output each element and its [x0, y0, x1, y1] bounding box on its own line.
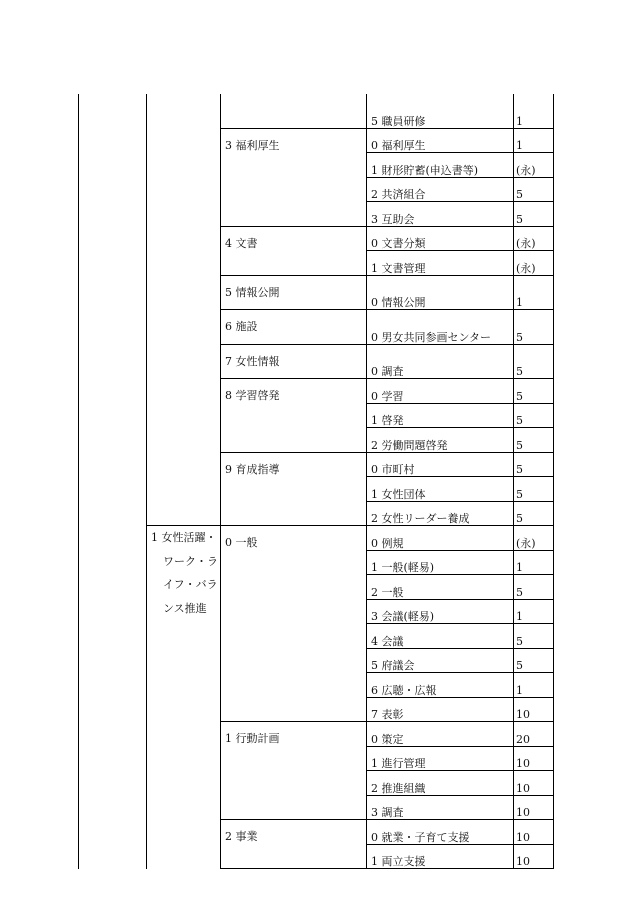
category-l4-cell: 2 共済組合 — [367, 177, 514, 202]
category-l4-cell: 4 会議 — [367, 624, 514, 649]
retention-period-cell: 5 — [514, 452, 554, 477]
category-l2-line: 1 女性活躍・ — [151, 531, 217, 544]
category-l4-cell: 0 情報公開 — [367, 275, 514, 310]
retention-period-cell: 5 — [514, 379, 554, 404]
category-l4-cell: 0 文書分類 — [367, 226, 514, 251]
category-l3-cell: 2 事業 — [221, 820, 367, 869]
retention-period-cell: 20 — [514, 722, 554, 747]
category-l4-cell: 2 一般 — [367, 575, 514, 600]
category-l4-cell: 2 女性リーダー養成 — [367, 501, 514, 526]
category-l3-cell: 1 行動計画 — [221, 722, 367, 820]
category-l4-cell: 1 啓発 — [367, 403, 514, 428]
retention-period-cell: (永) — [514, 226, 554, 251]
category-l3-cell: 3 福利厚生 — [221, 128, 367, 226]
retention-period-cell: 1 — [514, 673, 554, 698]
category-l4-cell: 0 学習 — [367, 379, 514, 404]
retention-period-cell: (永) — [514, 153, 554, 178]
retention-period-cell: 5 — [514, 344, 554, 379]
category-l4-cell: 0 男女共同参画センター — [367, 310, 514, 345]
retention-period-cell: 10 — [514, 746, 554, 771]
category-l3-cell — [221, 94, 367, 128]
category-l4-cell: 0 調査 — [367, 344, 514, 379]
retention-period-cell: 5 — [514, 477, 554, 502]
retention-period-cell: (永) — [514, 526, 554, 551]
retention-period-cell: 5 — [514, 428, 554, 453]
file-classification-table — [78, 94, 554, 869]
category-l4-cell: 3 会議(軽易) — [367, 599, 514, 624]
retention-period-cell: 10 — [514, 697, 554, 722]
category-l4-cell: 7 表彰 — [367, 697, 514, 722]
category-l4-cell: 1 文書管理 — [367, 251, 514, 276]
retention-period-cell: 5 — [514, 310, 554, 345]
category-l1-cell — [79, 94, 147, 869]
retention-period-cell: 10 — [514, 795, 554, 820]
retention-period-cell: 5 — [514, 501, 554, 526]
retention-period-cell: 5 — [514, 403, 554, 428]
category-l4-cell: 5 職員研修 — [367, 94, 514, 128]
retention-period-cell: 10 — [514, 820, 554, 845]
table-body — [79, 94, 554, 869]
category-l4-cell: 1 進行管理 — [367, 746, 514, 771]
category-l4-cell: 3 調査 — [367, 795, 514, 820]
category-l4-cell: 6 広聴・広報 — [367, 673, 514, 698]
category-l4-cell: 2 推進組織 — [367, 771, 514, 796]
retention-period-cell: (永) — [514, 251, 554, 276]
category-l3-cell: 6 施設 — [221, 310, 367, 345]
category-l4-cell: 0 策定 — [367, 722, 514, 747]
category-l3-cell: 8 学習啓発 — [221, 379, 367, 453]
category-l3-cell: 0 一般 — [221, 526, 367, 722]
retention-period-cell: 1 — [514, 550, 554, 575]
category-l3-cell: 9 育成指導 — [221, 452, 367, 526]
category-l3-cell: 4 文書 — [221, 226, 367, 275]
retention-period-cell: 1 — [514, 275, 554, 310]
retention-period-cell: 5 — [514, 202, 554, 227]
category-l4-cell: 3 互助会 — [367, 202, 514, 227]
category-l2-cell — [147, 526, 221, 869]
retention-period-cell: 10 — [514, 771, 554, 796]
category-l4-cell: 0 例規 — [367, 526, 514, 551]
category-l4-cell: 0 市町村 — [367, 452, 514, 477]
table-row — [79, 94, 554, 128]
category-l4-cell: 0 就業・子育て支援 — [367, 820, 514, 845]
retention-period-cell: 1 — [514, 599, 554, 624]
category-l3-cell: 7 女性情報 — [221, 344, 367, 379]
category-l4-cell: 2 労働問題啓発 — [367, 428, 514, 453]
category-l2-cell — [147, 94, 221, 526]
retention-period-cell: 5 — [514, 624, 554, 649]
category-l4-cell: 0 福利厚生 — [367, 128, 514, 153]
category-l4-cell: 1 一般(軽易) — [367, 550, 514, 575]
retention-period-cell: 5 — [514, 648, 554, 673]
category-l4-cell: 5 府議会 — [367, 648, 514, 673]
category-l4-cell: 1 財形貯蓄(申込書等) — [367, 153, 514, 178]
retention-period-cell: 5 — [514, 575, 554, 600]
category-l4-cell: 1 両立支援 — [367, 844, 514, 869]
retention-period-cell: 1 — [514, 94, 554, 128]
category-l4-cell: 1 女性団体 — [367, 477, 514, 502]
retention-period-cell: 5 — [514, 177, 554, 202]
category-l3-cell: 5 情報公開 — [221, 275, 367, 310]
table-row — [79, 526, 554, 551]
category-l2-line: イフ・バラ — [163, 578, 218, 591]
retention-period-cell: 1 — [514, 128, 554, 153]
category-l2-line: ンス推進 — [163, 601, 207, 615]
retention-period-cell: 10 — [514, 844, 554, 869]
category-l2-line: ワーク・ラ — [163, 554, 218, 568]
